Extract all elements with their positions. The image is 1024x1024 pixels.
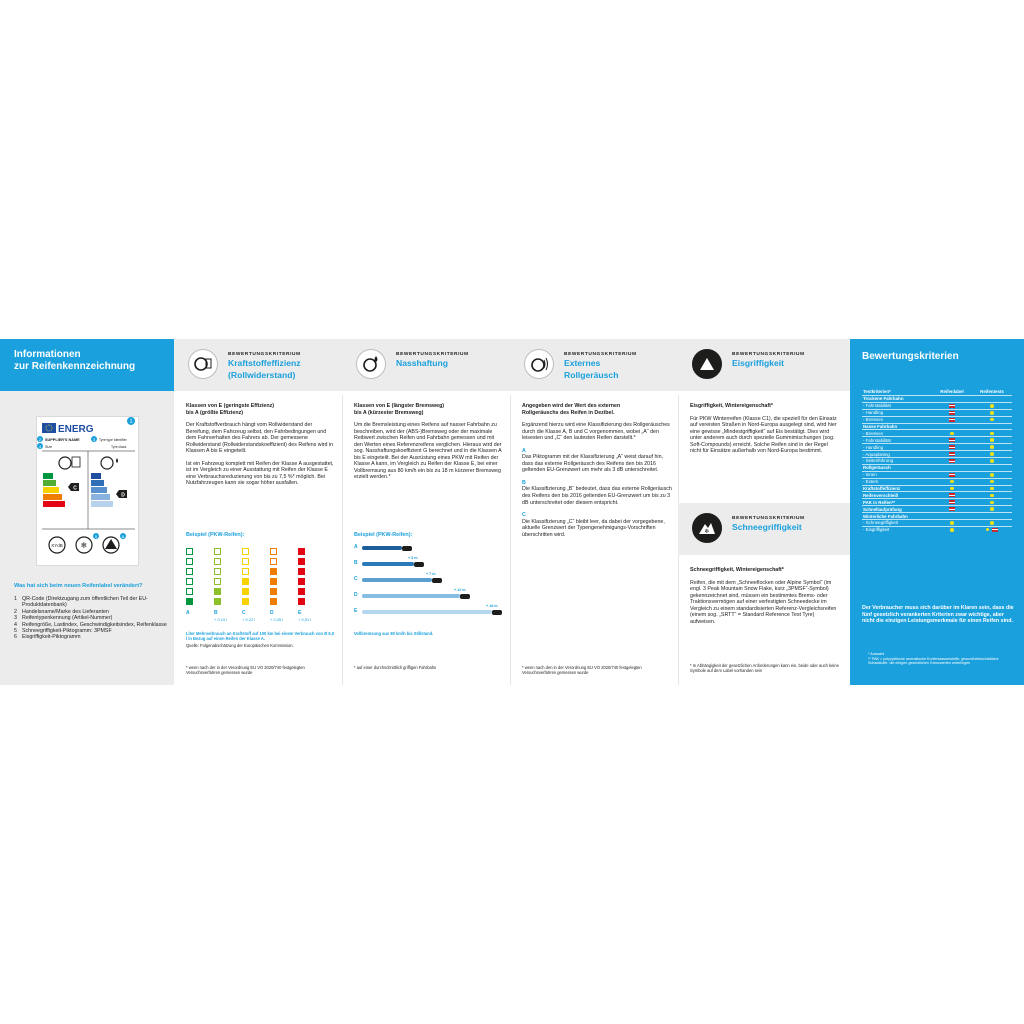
not-covered-icon <box>949 473 955 477</box>
wet-note: Vollbremsung aus 80 km/h bis Stillstand. <box>354 631 434 636</box>
check-dot-icon <box>990 411 994 415</box>
intro-title-line2: zur Reifenkennzeichnung <box>14 361 136 372</box>
table-row: Trockene Fahrbahn <box>862 395 1012 402</box>
fuel-kicker: BEWERTUNGSKRITERIUM <box>228 352 301 357</box>
table-row: - Bremsen <box>862 416 1012 423</box>
intro-header <box>0 339 174 391</box>
ice-snow-footnote: * In Abhängigkeit der gesetzlichen Anforderungen kann ein, beide oder auch keine Symbole auf dem Label vorhanden sein <box>690 663 839 673</box>
fuel-square <box>214 568 221 575</box>
snow-body <box>690 567 840 631</box>
snow-paragraph: Reifen, die mit dem „Schneeflocken oder Alpine Symbol“ (im engl. 3 Peak Mountain Snow Flake, kurz „3PMSF“-Symbol) gekennzeichnet sind, müssen ein bestimmtes Brems- oder Traktionsvermögen auf einer verfestigten Schneedecke im Vergleich zu einem standardisierten Referenz-Vergleichsreifen (einem sog. „SRTT“ = Standard Reference Test Tyre) aufweisen. <box>690 579 837 625</box>
noise-class-b-text: Die Klassifizierung „B“ bedeutet, dass das externe Rollgeräusch des Reifens den bis 2016 geltenden EU-Grenzwert um bis zu 3 dB unterschreitet oder diesem entspricht. <box>522 486 672 506</box>
braking-bar <box>362 610 492 614</box>
fuel-example-heading: Beispiel (PKW-Reifen): <box>186 532 245 538</box>
table-row: Reifenverschleiß <box>862 491 1012 498</box>
bar-label: A <box>354 544 358 550</box>
fuel-square <box>186 578 193 585</box>
table-row: - Extern <box>862 478 1012 485</box>
fuel-square <box>298 548 305 555</box>
table-row: Winterliche Fahrbahn <box>862 512 1012 519</box>
list-item: 3 Reifentypenkennung (Artikel-Nummer) <box>14 615 113 622</box>
check-dot-icon <box>990 452 994 456</box>
svg-text:3: 3 <box>92 437 96 442</box>
table-row: Rollgeräusch <box>862 464 1012 471</box>
criteria-footnotes: * Auswahl ** PAK = polyzyklische aromatische Kohlenwasserstoffe, gesundheitsschädliche Schadstoffe, die einigen gesetzlichen Grenzwerten unterliegen <box>868 652 999 666</box>
braking-bar <box>362 546 402 550</box>
car-icon <box>432 578 442 583</box>
fuel-square <box>270 568 277 575</box>
intro-body <box>0 391 174 685</box>
not-covered-icon <box>949 404 955 408</box>
not-covered-icon <box>992 528 998 532</box>
check-dot-icon <box>990 501 994 505</box>
fuel-class-values: + 0,10 l + 0,22 l + 0,35 l + 0,51 l <box>214 617 312 622</box>
not-covered-icon <box>949 445 955 449</box>
bar-label: B <box>354 560 358 566</box>
snow-title: Schneegriffigkeit <box>732 522 802 532</box>
fuel-square <box>214 588 221 595</box>
wet-body: Klassen von E (längster Bremsweg) bis A (kürzester Bremsweg) Um die Bremsleistung eines Reifens auf nasser Fahrbahn zu beschreiben, wird der (ABS-)Bremsweg oder der maximale Reibwert zwischen Reifen und Fahrbahn gemessen und mit den Werten eines Referenzreifens verglichen. Hieraus wird der sog. Nasshaftungskoeffizient G berechnet und in die Klassen A bis E eingeteilt. Bei der Ausrüstung eines PKW mit Reifen der Klasse A kann, im Vergleich zu Reifen der Klasse E, bei einer Vollbremsung aus 80 km/h ein bis zu 18 m kürzerer Bremsweg erzielt werden.* <box>354 403 504 487</box>
panel-ice-snow <box>678 339 850 685</box>
check-dot-icon <box>986 528 990 532</box>
label-type: Tyre type identifier <box>99 438 127 442</box>
fuel-footnote: * wenn nach der in der Verordnung EU VO 2020/740 festgelegten Versuchsverfahren gemessen wurde <box>186 665 305 675</box>
fuel-square <box>270 558 277 565</box>
list-item: 5 Schneegriffigkeit-Piktogramm: 3PMSF <box>14 628 112 635</box>
check-dot-icon <box>990 507 994 511</box>
svg-text:XYdB: XYdB <box>51 543 63 548</box>
panel-intro <box>0 339 174 685</box>
fuel-square <box>298 568 305 575</box>
criteria-table <box>862 387 1012 533</box>
not-covered-icon <box>949 500 955 504</box>
not-covered-icon <box>949 411 955 415</box>
noise-body: Angegeben wird der Wert des externen Rollgeräuschs des Reifen in Dezibel. Ergänzend hierzu wird eine Klassifizierung des Rollgeräusches durch die Klasse A, B und C vorgenommen, wobei „A“ den leisesten und „C“ den lautesten Reifen darstellt.* A Das Piktogramm mit der Klassifizierung „A“ weist darauf hin, dass das externe Rollgeräusch des Reifens den bis 2016 geltenden EU-Grenzwert um mehr als 3 dB unterschreitet. B Die Klassifizierung „B“ bedeutet, dass das externe Rollgeräusch des Reifens den bis 2016 geltenden EU-Grenzwert um bis zu 3 dB unterschreitet oder diesem entspricht. C Die Klassifizierung „C“ bleibt leer, da dabei der vorgegebene, aktuelle Grenzwert der Typengenehmigungs-Vorschriften überschritten wird. <box>522 403 672 538</box>
ice-title-block <box>732 352 852 369</box>
noise-title-2: Rollgeräusch <box>564 369 619 380</box>
braking-distance-graphic <box>354 542 514 622</box>
label-supplier: SUPPLIER'S NAME <box>45 438 80 442</box>
noise-class-a-text: Das Piktogramm mit der Klassifizierung „A“ weist darauf hin, dass das externe Rollgeräusch des Reifens den bis 2016 geltenden EU-Grenzwert um mehr als 3 dB unterschreitet. <box>522 454 664 474</box>
car-icon <box>492 610 502 615</box>
intro-question: Was hat sich beim neuen Reifenlabel verändert? <box>14 583 143 589</box>
check-dot-icon <box>990 480 994 484</box>
fuel-class-letters: A B C D E <box>186 610 302 616</box>
table-row: - Innen <box>862 471 1012 478</box>
panel-fuel-efficiency <box>174 339 342 685</box>
table-row: Kraftstoffeffizienz <box>862 485 1012 492</box>
fuel-square <box>298 558 305 565</box>
fuel-square <box>214 578 221 585</box>
svg-text:D: D <box>121 492 125 499</box>
wet-example-heading: Beispiel (PKW-Reifen): <box>354 532 413 538</box>
noise-kicker: BEWERTUNGSKRITERIUM <box>564 352 637 357</box>
bar-label: D <box>354 592 358 598</box>
wet-tyre-icon <box>101 457 113 469</box>
check-dot-icon <box>990 459 994 463</box>
fuel-tyre-icon <box>59 457 71 469</box>
fuel-square <box>214 558 221 565</box>
svg-text:C: C <box>73 485 77 492</box>
fuel-square <box>270 578 277 585</box>
ice-paragraph: Für PKW Winterreifen (Klasse C1), die speziell für den Einsatz auf vereisten Straßen in Nord-Europa ausgelegt sind, wird hier eine gewisse „Mindestgriffigkeit“ auf Eis bestätigt. Dies wird unter anderem auch durch spezielle Gummimischungen (sog. Soft-Compounds) erreicht. Solche Reifen sind in der Regel nicht für Einsätze außerhalb von Nord-Europa bestimmt. <box>690 415 837 455</box>
svg-text:2: 2 <box>38 437 42 442</box>
panel-noise <box>510 339 678 685</box>
fuel-square <box>186 558 193 565</box>
criteria-note: Der Verbraucher muss sich darüber im Klaren sein, dass die fünf gesetzlich verankerten Kriterien zwar wichtige, aber nicht die einzigen Leistungsmerkmale für einen Reifen sind. <box>862 605 1014 625</box>
fuel-efficiency-icon <box>188 349 218 379</box>
ice-lead: Eisgriffigkeit, Wintereigenschaft* <box>690 403 773 409</box>
snow-title-block <box>732 516 852 533</box>
check-dot-icon <box>990 445 994 449</box>
table-row: - Handling <box>862 409 1012 416</box>
table-row: - Seitenführung <box>862 457 1012 464</box>
fuel-consumption-graphic <box>186 548 326 608</box>
fuel-square <box>270 548 277 555</box>
table-row: - Bremsen <box>862 429 1012 436</box>
snow-kicker: BEWERTUNGSKRITERIUM <box>732 516 805 521</box>
table-row: Nasse Fahrbahn <box>862 423 1012 430</box>
check-dot-icon <box>950 521 954 525</box>
bar-label: C <box>354 576 358 582</box>
eu-label-graphic <box>37 417 140 567</box>
noise-title-1: Externes <box>564 358 601 368</box>
fuel-note-1: Liter Mehrverbrauch an Kraftstoff auf 100 km bei einem Verbrauch von Ø 6,0 l in Bezug auf einen Reifen der Klasse A. <box>186 631 335 641</box>
check-dot-icon <box>950 528 954 532</box>
check-dot-icon <box>990 438 994 442</box>
fuel-square <box>242 588 249 595</box>
label-energy-text: ENERG <box>58 424 94 435</box>
car-icon <box>402 546 412 551</box>
label-class: Tyre class <box>111 445 127 449</box>
table-row: - Fahrstabilität <box>862 436 1012 443</box>
check-dot-icon <box>990 404 994 408</box>
braking-bar <box>362 578 432 582</box>
noise-paragraph: Ergänzend hierzu wird eine Klassifizierung des Rollgeräusches durch die Klasse A, B und C vorgenommen, wobei „A“ den leisesten und „C“ den lautesten Reifen darstellt.* <box>522 422 670 442</box>
table-row: - Schneegriffigkeit <box>862 519 1012 526</box>
fuel-square <box>186 588 193 595</box>
fuel-square <box>186 568 193 575</box>
wet-footnote: * auf einer durchschnittlich griffigen Fahrbahn <box>354 665 437 670</box>
list-item: 6 Eisgriffigkeit-Piktogramm <box>14 634 81 641</box>
panel-criteria <box>850 339 1024 685</box>
snow-lead: Schneegriffigkeit, Wintereigenschaft* <box>690 567 784 573</box>
fuel-square <box>298 598 305 605</box>
noise-icon <box>524 349 554 379</box>
bar-label: E <box>354 608 358 614</box>
distance-delta: + 12 m <box>454 588 466 592</box>
fuel-paragraph-2: Ist ein Fahrzeug komplett mit Reifen der Klasse A ausgestattet, ist im Vergleich zu einer Ausstattung mit Reifen der Klasse E eine Verbrauchsreduzierung von bis zu 7,5 %* möglich. Bei Nutzfahrzeugen kann sie sogar höher ausfallen. <box>186 460 334 487</box>
fuel-square <box>242 548 249 555</box>
list-item: 4 Reifengröße, Lastindex, Geschwindigkeitsindex, Reifenklasse <box>14 621 167 628</box>
svg-text:❄: ❄ <box>704 528 710 535</box>
fuel-square <box>186 548 193 555</box>
label-size: Size <box>45 445 52 449</box>
braking-bar <box>362 594 460 598</box>
eu-flag-icon <box>42 423 56 433</box>
noise-footnote: * wenn nach den in der Verordnung EU VO 2020/740 festgelegten Versuchsverfahren gemessen wurde <box>522 665 642 675</box>
fuel-square <box>242 578 249 585</box>
fuel-square <box>298 578 305 585</box>
fuel-square <box>214 598 221 605</box>
tyre-label-brochure <box>0 339 1024 685</box>
noise-class-a-heading: A <box>522 447 526 454</box>
ice-kicker: BEWERTUNGSKRITERIUM <box>732 352 805 357</box>
not-covered-icon <box>949 452 955 456</box>
check-dot-icon <box>990 418 994 422</box>
table-row: - Aquaplaning <box>862 450 1012 457</box>
list-item: 2 Handelsname/Marke des Lieferanten <box>14 608 109 615</box>
snow-grip-icon <box>692 513 722 543</box>
fuel-title-block <box>228 352 348 380</box>
fuel-square <box>270 588 277 595</box>
ice-grip-icon <box>692 349 722 379</box>
fuel-square <box>242 558 249 565</box>
fuel-square <box>242 598 249 605</box>
table-header: Testkriterien* Reifenlabel Reifentests <box>863 388 1004 394</box>
distance-delta: + 3 m <box>408 556 418 560</box>
check-dot-icon <box>950 432 954 436</box>
car-icon <box>414 562 424 567</box>
svg-text:6: 6 <box>121 534 125 539</box>
not-covered-icon <box>949 438 955 442</box>
not-covered-icon <box>949 507 955 511</box>
noise-class-c-heading: C <box>522 512 526 519</box>
table-row: - Fahrstabilität <box>862 402 1012 409</box>
ice-body <box>690 403 840 461</box>
check-dot-icon <box>950 480 954 484</box>
fuel-square <box>242 568 249 575</box>
table-row: - Handling <box>862 443 1012 450</box>
distance-delta: + 7 m <box>426 572 436 576</box>
wet-paragraph: Um die Bremsleistung eines Reifens auf nasser Fahrbahn zu beschreiben, wird der (ABS-)Bremsweg oder der maximale Reibwert zwischen Reifen und Fahrbahn gemessen und mit den Werten eines Referenzreifens verglichen. Hieraus wird der sog. Nasshaftungskoeffizient G berechnet und in die Klassen A bis E eingeteilt. Bei der Ausrüstung eines PKW mit Reifen der Klasse A kann, im Vergleich zu Reifen der Klasse E, bei einer Vollbremsung aus 80 km/h ein bis zu 18 m kürzerer Bremsweg erzielt werden.* <box>354 422 502 481</box>
distance-delta: + 18 m <box>486 604 498 608</box>
intro-title-line1: Informationen <box>14 349 81 360</box>
noise-class-b-heading: B <box>522 479 526 486</box>
check-dot-icon <box>950 487 954 491</box>
check-dot-icon <box>990 487 994 491</box>
not-covered-icon <box>949 459 955 463</box>
svg-text:4: 4 <box>38 444 42 449</box>
svg-text:1: 1 <box>129 419 133 425</box>
fuel-note-2: Quelle: Folgenabschätzung der Europäischen Kommission. <box>186 643 294 648</box>
noise-class-c-text: Die Klassifizierung „C“ bleibt leer, da dabei der vorgegebene, aktuelle Grenzwert der Typengenehmigungs-Vorschriften überschritten wird. <box>522 518 665 538</box>
fuel-title-2: (Rollwiderstand) <box>228 369 296 380</box>
svg-text:5: 5 <box>94 534 98 539</box>
not-covered-icon <box>949 418 955 422</box>
list-item: 1 QR-Code (Direktzugang zum öffentlichen Teil der EU-Produktdatenbank) <box>14 596 148 609</box>
check-dot-icon <box>990 521 994 525</box>
tyre-label-illustration <box>36 416 139 566</box>
fuel-square <box>298 588 305 595</box>
fuel-square <box>270 598 277 605</box>
wet-title-block <box>396 352 516 369</box>
check-dot-icon <box>990 494 994 498</box>
check-dot-icon <box>990 473 994 477</box>
fuel-paragraph-1: Der Kraftstoffverbrauch hängt vom Rollwiderstand der Bereifung, dem Fahrzeug selbst, den Fahrbedingungen und dem Fahrverhalten des Fahrers ab. Der gemessene Rollwiderstand (Rollwiderstandskoeffizient) des Reifens wird in Klassen A bis E eingeteilt. <box>186 422 334 455</box>
fuel-body: Klassen von E (geringste Effizienz) bis A (größte Effizienz) Der Kraftstoffverbrauch hängt vom Rollwiderstand der Bereifung, dem Fahrzeug selbst, den Fahrbedingungen und dem Fahrverhalten des Fahrers ab. Der gemessene Rollwiderstand (Rollwiderstandskoeffizient) des Reifens wird in Klassen A bis E eingeteilt. Ist ein Fahrzeug komplett mit Reifen der Klasse A ausgestattet, ist im Vergleich zu einer Ausstattung mit Reifen der Klasse E eine Verbrauchsreduzierung von bis zu 7,5 %* möglich. Bei Nutzfahrzeugen kann sie sogar höher ausfallen. <box>186 403 336 493</box>
fuel-square <box>186 598 193 605</box>
panel-wet-grip <box>342 339 510 685</box>
fuel-square <box>214 548 221 555</box>
braking-bar <box>362 562 414 566</box>
wet-kicker: BEWERTUNGSKRITERIUM <box>396 352 469 357</box>
table-row: PAK in Reifen** <box>862 498 1012 505</box>
noise-title-block <box>564 352 684 380</box>
check-dot-icon <box>990 432 994 436</box>
wet-grip-icon <box>356 349 386 379</box>
change-list <box>14 596 169 641</box>
fuel-title-1: Kraftstoffeffizienz <box>228 358 301 368</box>
ice-title: Eisgriffigkeit <box>732 358 785 368</box>
wet-title: Nasshaftung <box>396 358 449 368</box>
criteria-title: Bewertungskriterien <box>862 351 959 362</box>
table-row: Schnellaufprüfung <box>862 505 1012 512</box>
table-row: - Eisgriffigkeit <box>862 526 1012 533</box>
car-icon <box>460 594 470 599</box>
svg-text:❄: ❄ <box>80 541 88 550</box>
not-covered-icon <box>949 493 955 497</box>
